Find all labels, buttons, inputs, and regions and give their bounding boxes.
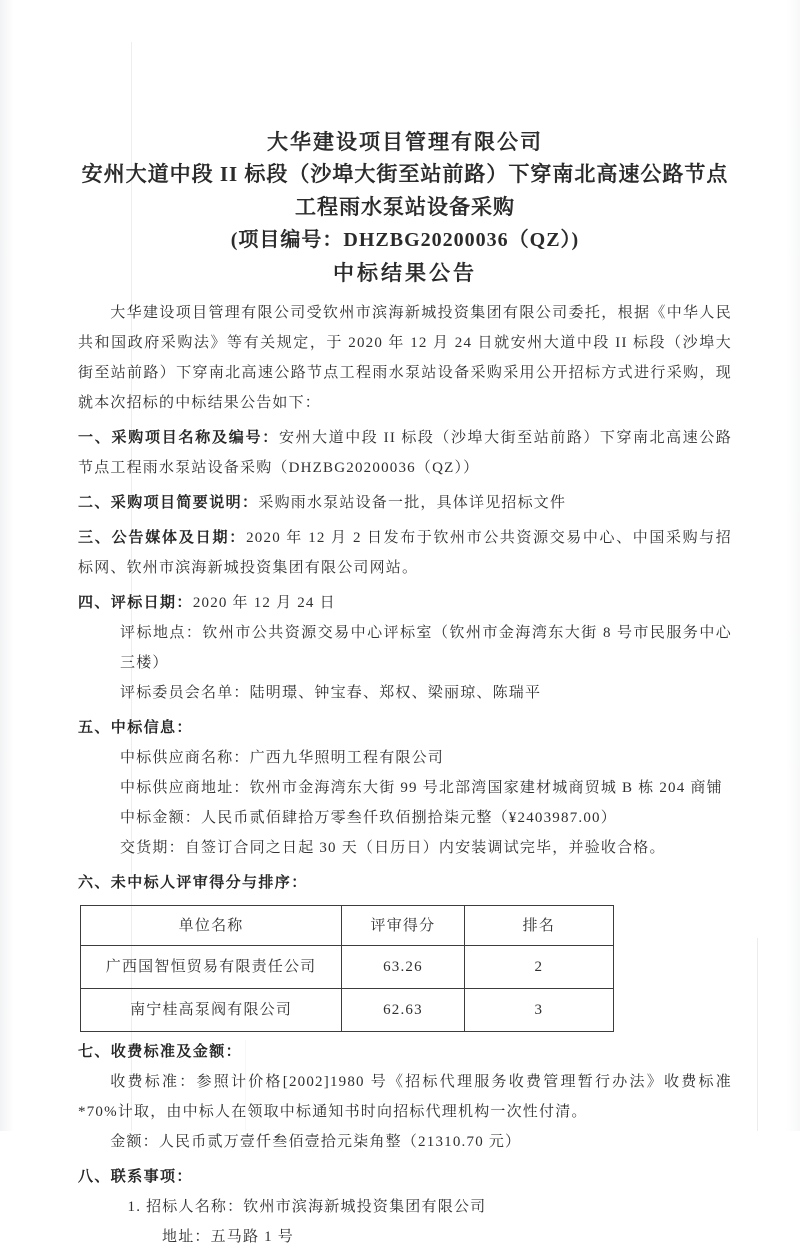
section-7-fees <box>78 1037 732 1067</box>
document-type-title: 中标结果公告 <box>333 261 477 285</box>
fee-amount-line: 金额：人民币贰万壹仟叁佰壹拾元柒角整（21310.70 元） <box>110 1134 522 1150</box>
project-name-title: 安州大道中段 II 标段（沙埠大街至站前路）下穿南北高速公路节点工程雨水泵站设备采购 <box>81 162 729 219</box>
section-2-text: 采购雨水泵站设备一批，具体详见招标文件 <box>258 495 567 511</box>
score-table <box>80 905 614 1032</box>
section-8-contacts <box>78 1162 732 1192</box>
table-header-row <box>81 906 614 946</box>
tenderer-address-line: 地址：五马路 1 号 <box>162 1229 295 1245</box>
winner-name-line: 中标供应商名称：广西九华照明工程有限公司 <box>120 750 445 766</box>
section-2-label: 二、采购项目简要说明： <box>78 495 259 511</box>
company-cell: 广西国智恒贸易有限责任公司 <box>81 946 342 989</box>
rank-cell: 2 <box>464 946 613 989</box>
section-3-label: 三、公告媒体及日期： <box>78 530 247 546</box>
winner-address-line: 中标供应商地址：钦州市金海湾东大街 99 号北部湾国家建材城商贸城 B 栋 204 商铺 <box>120 780 723 796</box>
table-header-score: 评审得分 <box>342 906 465 946</box>
section-6-label: 六、未中标人评审得分与排序： <box>78 875 308 891</box>
section-2-summary <box>78 488 732 518</box>
intro-paragraph: 大华建设项目管理有限公司受钦州市滨海新城投资集团有限公司委托，根据《中华人民共和国政府采购法》等有关规定，于 2020 年 12 月 24 日就安州大道中段 II 标段（沙埠大街至站前路）下穿南北高速公路节点工程雨水泵站设备采购采用公开招标方式进行采购，现就本次招标的中标结果公告如下： <box>78 305 732 411</box>
section-6-scores <box>78 868 732 898</box>
scan-artifact-line <box>757 938 758 1131</box>
section-4-label: 四、评标日期： <box>78 595 193 611</box>
section-8-label: 八、联系事项： <box>78 1169 193 1185</box>
project-number-line: (项目编号：DHZBG20200036（QZ）) <box>230 229 580 251</box>
eval-committee-line: 评标委员会名单：陆明璟、钟宝春、郑权、梁丽琼、陈瑞平 <box>120 685 542 701</box>
table-header-rank: 排名 <box>464 906 613 946</box>
delivery-term-line: 交货期：自签订合同之日起 30 天（日历日）内安装调试完毕，并验收合格。 <box>120 840 666 856</box>
section-3-text: 2020 年 12 月 2 日发布于钦州市公共资源交易中心、中国采购与招标网、钦州市滨海新城投资集团有限公司网站。 <box>78 530 732 576</box>
rank-cell: 3 <box>464 989 613 1032</box>
section-1-label: 一、采购项目名称及编号： <box>78 430 280 446</box>
company-cell: 南宁桂高泵阀有限公司 <box>81 989 342 1032</box>
section-5-label: 五、中标信息： <box>78 720 193 736</box>
section-1-project-name <box>78 423 732 483</box>
eval-location-line: 评标地点：钦州市公共资源交易中心评标室（钦州市金海湾东大街 8 号市民服务中心三楼） <box>120 625 732 671</box>
section-1-text: 安州大道中段 II 标段（沙埠大街至站前路）下穿南北高速公路节点工程雨水泵站设备采购（DHZBG20200036（QZ）） <box>78 430 732 476</box>
table-row <box>81 946 614 989</box>
section-4-text: 2020 年 12 月 24 日 <box>192 595 336 611</box>
document-body <box>78 298 732 1252</box>
tenderer-name-line: 1. 招标人名称：钦州市滨海新城投资集团有限公司 <box>127 1199 487 1215</box>
section-4-eval-date <box>78 588 732 618</box>
agency-name-title: 大华建设项目管理有限公司 <box>267 130 543 154</box>
section-5-award-info <box>78 713 732 743</box>
table-header-company: 单位名称 <box>81 906 342 946</box>
award-amount-line: 中标金额：人民币贰佰肆拾万零叁仟玖佰捌拾柒元整（¥2403987.00） <box>120 810 617 826</box>
table-row <box>81 989 614 1032</box>
fee-standard-paragraph: 收费标准：参照计价格[2002]1980 号《招标代理服务收费管理暂行办法》收费标准*70%计取，由中标人在领取中标通知书时向招标代理机构一次性付清。 <box>78 1074 732 1120</box>
score-cell: 62.63 <box>342 989 465 1032</box>
section-3-media-date <box>78 523 732 583</box>
document-content <box>78 126 732 1252</box>
score-cell: 63.26 <box>342 946 465 989</box>
title-block <box>78 126 732 289</box>
section-7-label: 七、收费标准及金额： <box>78 1044 243 1060</box>
